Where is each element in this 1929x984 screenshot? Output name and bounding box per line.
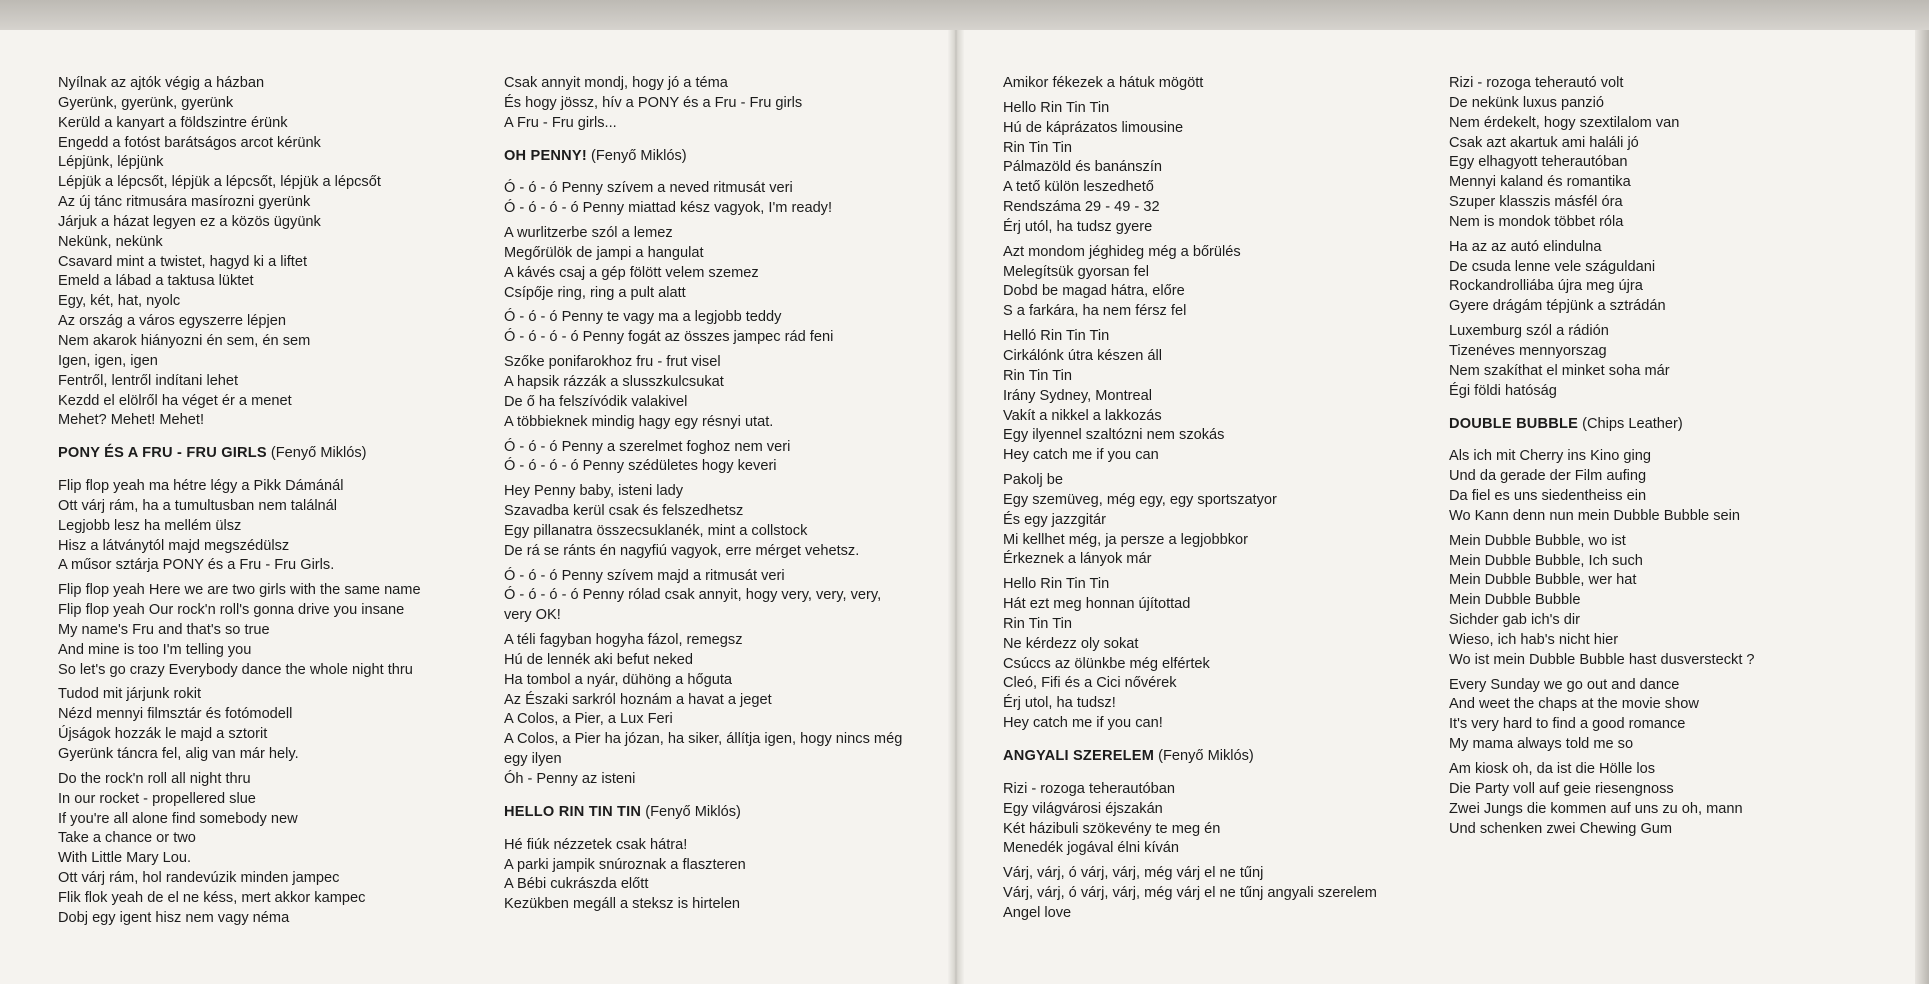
lyric-line: Every Sunday we go out and dance	[1449, 676, 1680, 693]
lyric-line: Menedék jogával élni kíván	[1003, 840, 1180, 857]
lyric-line: Hú de lennék aki befut neked	[504, 651, 694, 668]
lyric-line: Luxemburg szól a rádión	[1449, 323, 1609, 340]
lyric-line: Várj, várj, ó várj, várj, még várj el ne tűnj	[1003, 865, 1264, 882]
lyric-line: Mehet? Mehet! Mehet!	[58, 412, 205, 429]
lyric-line: Rizi - rozoga teherautóban	[1003, 780, 1175, 797]
lyric-line: Hey catch me if you can!	[1003, 715, 1163, 732]
lyric-line: Amikor fékezek a hátuk mögött	[1003, 75, 1204, 91]
stanza-gap	[1449, 434, 1755, 447]
lyric-line: Az Északi sarkról hoznám a havat a jeget	[504, 691, 772, 708]
lyric-line: Egy elhagyott teherautóban	[1449, 154, 1628, 171]
lyric-line: Hú de káprázatos limousine	[1003, 119, 1184, 136]
lyrics-column-2	[504, 74, 902, 915]
lyric-line: Gyere drágám tépjünk a sztrádán	[1449, 298, 1666, 315]
lyric-line: De ő ha felszívódik valakivel	[504, 393, 688, 410]
lyric-line: S a farkára, ha nem férsz fel	[1003, 303, 1187, 320]
lyric-line: If you're all alone find somebody new	[58, 810, 298, 827]
lyric-line: És egy jazzgitár	[1003, 511, 1107, 528]
lyric-line: Mein Dubble Bubble	[1449, 592, 1581, 609]
song-title-name: HELLO RIN TIN TIN	[504, 803, 642, 820]
lyric-line: Legjobb lesz ha mellém ülsz	[58, 517, 242, 534]
lyric-line: Igen, igen, igen	[58, 352, 158, 369]
lyric-line: Flip flop yeah Our rock'n roll's gonna drive you insane	[58, 602, 405, 619]
lyric-line: Ó - ó - ó - ó Penny rólad csak annyit, hogy very, very, very,	[504, 587, 882, 604]
lyric-line: Nyílnak az ajtók végig a házban	[58, 75, 265, 91]
lyric-line: Rizi - rozoga teherautó volt	[1449, 75, 1624, 91]
lyric-line: My mama always told me so	[1449, 736, 1634, 753]
stanza-gap	[1003, 767, 1377, 780]
lyric-line: Hé fiúk nézzetek csak hátra!	[504, 836, 688, 853]
lyric-line: A wurlitzerbe szól a lemez	[504, 225, 673, 242]
lyric-line: A tető külön leszedhető	[1003, 179, 1154, 196]
lyric-line: Und da gerade der Film aufing	[1449, 468, 1647, 485]
lyric-line: De rá se ránts én nagyfiú vagyok, erre mérget vehetsz.	[504, 542, 860, 559]
lyric-line: Ó - ó - ó - ó Penny miattad kész vagyok, I'm ready!	[504, 200, 833, 217]
lyric-line: Ó - ó - ó - ó Penny szédületes hogy keveri	[504, 458, 777, 475]
lyric-line: Nézd mennyi filmsztár és fotómodell	[58, 706, 293, 723]
lyric-line: Kezükben megáll a steksz is hirtelen	[504, 896, 741, 913]
stanza-gap	[58, 431, 421, 444]
lyric-line: Szuper klasszis másfél óra	[1449, 194, 1623, 211]
song-title-name: PONY ÉS A FRU - FRU GIRLS	[58, 445, 267, 462]
lyric-line: Járjuk a házat legyen ez a közös ügyünk	[58, 213, 321, 230]
song-title-name: OH PENNY!	[504, 147, 587, 164]
lyric-line: Csúccs az ölünkbe még elfértek	[1003, 655, 1210, 672]
lyric-line: Ó - ó - ó Penny te vagy ma a legjobb teddy	[504, 309, 782, 326]
lyric-line: Szavadba kerül csak és felszedhetsz	[504, 503, 744, 520]
lyric-line: Egy ilyennel szaltózni nem szokás	[1003, 427, 1225, 444]
lyric-line: Érj utol, ha tudsz!	[1003, 695, 1116, 712]
lyric-line: Lépjünk, lépjünk	[58, 154, 164, 171]
lyric-line: Kerüld a kanyart a földszintre érünk	[58, 114, 288, 131]
song-title-name: ANGYALI SZERELEM	[1003, 748, 1155, 764]
stanza-gap	[504, 166, 902, 179]
lyric-line: De nekünk luxus panzió	[1449, 94, 1604, 111]
song-title-name: DOUBLE BUBBLE	[1449, 415, 1579, 432]
lyric-line: Hello Rin Tin Tin	[1003, 576, 1110, 593]
song-credit: (Fenyő Miklós)	[590, 147, 687, 164]
lyric-line: Flip flop yeah ma hétre légy a Pikk Dámánál	[58, 478, 344, 495]
lyric-line: Nem is mondok többet róla	[1449, 213, 1624, 230]
lyric-line: Hey Penny baby, isteni lady	[504, 483, 684, 500]
lyric-line: Érkeznek a lányok már	[1003, 551, 1152, 568]
lyric-line: A téli fagyban hogyha fázol, remegsz	[504, 632, 743, 649]
lyric-line: Als ich mit Cherry ins Kino ging	[1449, 448, 1651, 465]
lyric-line: A Fru - Fru girls...	[504, 114, 617, 131]
stanza-gap	[504, 823, 902, 836]
lyric-line: Azt mondom jéghideg még a bőrülés	[1003, 243, 1241, 260]
lyric-line: Csípője ring, ring a pult alatt	[504, 284, 686, 301]
lyric-line: Irány Sydney, Montreal	[1003, 387, 1152, 404]
lyric-line: Óh - Penny az isteni	[504, 771, 636, 787]
lyric-line: Cirkálónk útra készen áll	[1003, 347, 1162, 364]
lyric-line: A Colos, a Pier, a Lux Feri	[504, 711, 673, 728]
lyric-line: Hát ezt meg honnan újítottad	[1003, 596, 1191, 613]
lyric-line: Mein Dubble Bubble, wo ist	[1449, 532, 1626, 549]
lyric-line: Égi földi hatóság	[1449, 382, 1557, 399]
lyric-line: Flik flok yeah de el ne késs, mert akkor kampec	[58, 889, 366, 906]
lyric-line: Ha az az autó elindulna	[1449, 238, 1602, 255]
lyric-line: A Bébi cukrászda előtt	[504, 876, 649, 893]
lyric-line: Melegítsük gyorsan fel	[1003, 263, 1150, 280]
lyric-line: Nem szakíthat el minket soha már	[1449, 362, 1670, 379]
song-credit: (Chips Leather)	[1582, 415, 1683, 432]
lyric-line: Kezdd el elölről ha véget ér a menet	[58, 392, 292, 409]
lyric-line: Zwei Jungs die kommen auf uns zu oh, mann	[1449, 800, 1743, 817]
lyric-line: Megőrülök de jampi a hangulat	[504, 244, 704, 261]
lyric-line: Tudod mit járjunk rokit	[58, 686, 202, 703]
lyric-line: Angel love	[1003, 904, 1072, 921]
lyric-line: Újságok hozzák le majd a sztorit	[58, 726, 268, 743]
lyric-line: A műsor sztárja PONY és a Fru - Fru Girls.	[58, 557, 335, 574]
lyric-line: Csak annyit mondj, hogy jó a téma	[504, 75, 728, 91]
lyric-line: Várj, várj, ó várj, várj, még várj el ne tűnj angyali szerelem	[1003, 885, 1377, 902]
lyric-line: Ha tombol a nyár, dühöng a hőguta	[504, 671, 732, 688]
lyric-line: Mi kellhet még, ja persze a legjobbkor	[1003, 531, 1248, 548]
lyric-line: Pálmazöld és banánszín	[1003, 159, 1163, 176]
stanza-gap	[504, 790, 902, 803]
lyric-line: Ó - ó - ó Penny szívem majd a ritmusát veri	[504, 567, 785, 584]
lyric-line: A Colos, a Pier ha józan, ha siker, állítja igen, hogy nincs még	[504, 731, 903, 748]
lyric-line: Szőke ponifarokhoz fru - frut visel	[504, 354, 721, 371]
lyric-line: De csuda lenne vele száguldani	[1449, 258, 1656, 275]
lyric-line: Az új tánc ritmusára masírozni gyerünk	[58, 194, 311, 211]
scanner-top-shade	[0, 0, 1929, 30]
lyric-line: Egy pillanatra összecsuklanék, mint a collstock	[504, 522, 808, 539]
stanza-gap	[504, 134, 902, 147]
page-gutter	[948, 30, 964, 984]
lyric-line: Fentről, lentről indítani lehet	[58, 372, 239, 389]
lyric-line: Dobj egy igent hisz nem vagy néma	[58, 909, 290, 926]
lyric-line: My name's Fru and that's so true	[58, 621, 270, 638]
lyric-line: Az ország a város egyszerre lépjen	[58, 313, 286, 330]
song-title	[504, 147, 902, 167]
lyric-line: Cleó, Fifi és a Cici nővérek	[1003, 675, 1177, 692]
lyric-line: Hello Rin Tin Tin	[1003, 99, 1110, 116]
lyric-line: Nekünk, nekünk	[58, 233, 163, 250]
lyric-line: Da fiel es uns siedentheiss ein	[1449, 488, 1647, 505]
song-title	[504, 803, 902, 823]
lyric-line: Ott várj rám, hol randevúzik minden jampec	[58, 870, 340, 887]
lyric-line: Mein Dubble Bubble, Ich such	[1449, 552, 1643, 569]
lyric-line: Pakolj be	[1003, 472, 1064, 489]
lyric-line: Ó - ó - ó - ó Penny fogát az összes jampec rád feni	[504, 329, 834, 346]
lyric-line: Egy, két, hat, nyolc	[58, 293, 181, 310]
lyric-line: Két házibuli szökevény te meg én	[1003, 820, 1221, 837]
lyric-line: Wo Kann denn nun mein Dubble Bubble sein	[1449, 507, 1740, 524]
lyric-line: Hey catch me if you can	[1003, 447, 1159, 464]
lyric-line: A parki jampik snúroznak a flaszteren	[504, 856, 746, 873]
song-credit: (Fenyő Miklós)	[1158, 748, 1254, 764]
lyric-line: Flip flop yeah Here we are two girls with the same name	[58, 582, 421, 599]
lyric-line: Mein Dubble Bubble, wer hat	[1449, 572, 1637, 589]
song-title	[1449, 415, 1755, 435]
lyric-line: Vakít a nikkel a lakkozás	[1003, 407, 1162, 424]
lyrics-column-3	[1003, 74, 1377, 924]
lyric-line: And mine is too I'm telling you	[58, 641, 252, 658]
lyric-line: Csak azt akartuk ami haláli jó	[1449, 134, 1639, 151]
lyric-line: very OK!	[504, 607, 561, 624]
lyric-line: It's very hard to find a good romance	[1449, 716, 1686, 733]
lyric-line: In our rocket - propellered slue	[58, 790, 256, 807]
lyric-line: A kávés csaj a gép fölött velem szemez	[504, 264, 759, 281]
stanza-gap	[58, 464, 421, 477]
lyric-line: Mennyi kaland és romantika	[1449, 174, 1631, 191]
lyric-line: Wieso, ich hab's nicht hier	[1449, 631, 1619, 648]
lyric-line: Gyerünk, gyerünk, gyerünk	[58, 94, 234, 111]
lyric-line: Die Party voll auf geie riesengnoss	[1449, 780, 1674, 797]
lyric-line: Csavard mint a twistet, hagyd ki a liftet	[58, 253, 308, 270]
lyric-line: With Little Mary Lou.	[58, 850, 192, 867]
song-title	[1003, 747, 1377, 767]
page-right-edge	[1915, 30, 1929, 984]
lyric-line: Tizenéves mennyorszag	[1449, 342, 1607, 359]
lyric-line: Egy világvárosi éjszakán	[1003, 800, 1163, 817]
lyric-line: Rin Tin Tin	[1003, 615, 1072, 632]
lyric-line: Ó - ó - ó Penny szívem a neved ritmusát veri	[504, 180, 793, 197]
lyric-line: So let's go crazy Everybody dance the whole night thru	[58, 661, 413, 678]
lyric-line: And weet the chaps at the movie show	[1449, 696, 1699, 713]
lyric-line: Lépjük a lépcsőt, lépjük a lépcsőt, lépjük a lépcsőt	[58, 174, 381, 191]
song-title	[58, 444, 421, 464]
lyric-line: Rin Tin Tin	[1003, 139, 1072, 156]
stanza-gap	[1449, 402, 1755, 415]
lyric-line: És hogy jössz, hív a PONY és a Fru - Fru girls	[504, 94, 803, 111]
song-credit: (Fenyő Miklós)	[270, 445, 367, 462]
lyric-line: egy ilyen	[504, 751, 562, 768]
lyrics-column-4	[1449, 74, 1755, 839]
lyric-line: Ó - ó - ó Penny a szerelmet foghoz nem veri	[504, 438, 791, 455]
stanza-gap	[1003, 734, 1377, 747]
lyric-line: Sichder gab ich's dir	[1449, 612, 1580, 629]
lyric-line: A hapsik rázzák a slusszkulcsukat	[504, 373, 724, 390]
lyric-line: Take a chance or two	[58, 830, 196, 847]
lyric-line: Nem érdekelt, hogy szextilalom van	[1449, 114, 1680, 131]
lyric-line: Egy szemüveg, még egy, egy sportszatyor	[1003, 491, 1277, 508]
lyric-line: Ott várj rám, ha a tumultusban nem találnál	[58, 497, 338, 514]
lyrics-column-1	[58, 74, 421, 929]
lyric-line: Érj utól, ha tudsz gyere	[1003, 218, 1153, 235]
lyric-line: Ne kérdezz oly sokat	[1003, 635, 1139, 652]
lyric-line: Emeld a lábad a taktusa lüktet	[58, 273, 254, 290]
lyric-line: Helló Rin Tin Tin	[1003, 328, 1110, 345]
lyric-line: Hisz a látványtól majd megszédülsz	[58, 537, 290, 554]
lyric-line: Rendszáma 29 - 49 - 32	[1003, 199, 1160, 216]
lyric-line: Rockandrolliába újra meg újra	[1449, 278, 1643, 295]
lyric-line: Wo ist mein Dubble Bubble hast dusversteckt ?	[1449, 651, 1755, 668]
lyric-line: Gyerünk táncra fel, alig van már hely.	[58, 746, 299, 762]
song-credit: (Fenyő Miklós)	[645, 803, 741, 820]
lyric-line: Rin Tin Tin	[1003, 367, 1072, 384]
lyric-line: Nem akarok hiányozni én sem, én sem	[58, 332, 311, 349]
lyric-line: A többieknek mindig hagy egy résnyi utat.	[504, 413, 774, 430]
lyric-line: Am kiosk oh, da ist die Hölle los	[1449, 761, 1656, 777]
lyric-line: Dobd be magad hátra, előre	[1003, 283, 1185, 300]
lyric-line: Und schenken zwei Chewing Gum	[1449, 820, 1673, 837]
lyric-line: Do the rock'n roll all night thru	[58, 770, 251, 787]
lyric-line: Engedd a fotóst barátságos arcot kérünk	[58, 134, 321, 151]
